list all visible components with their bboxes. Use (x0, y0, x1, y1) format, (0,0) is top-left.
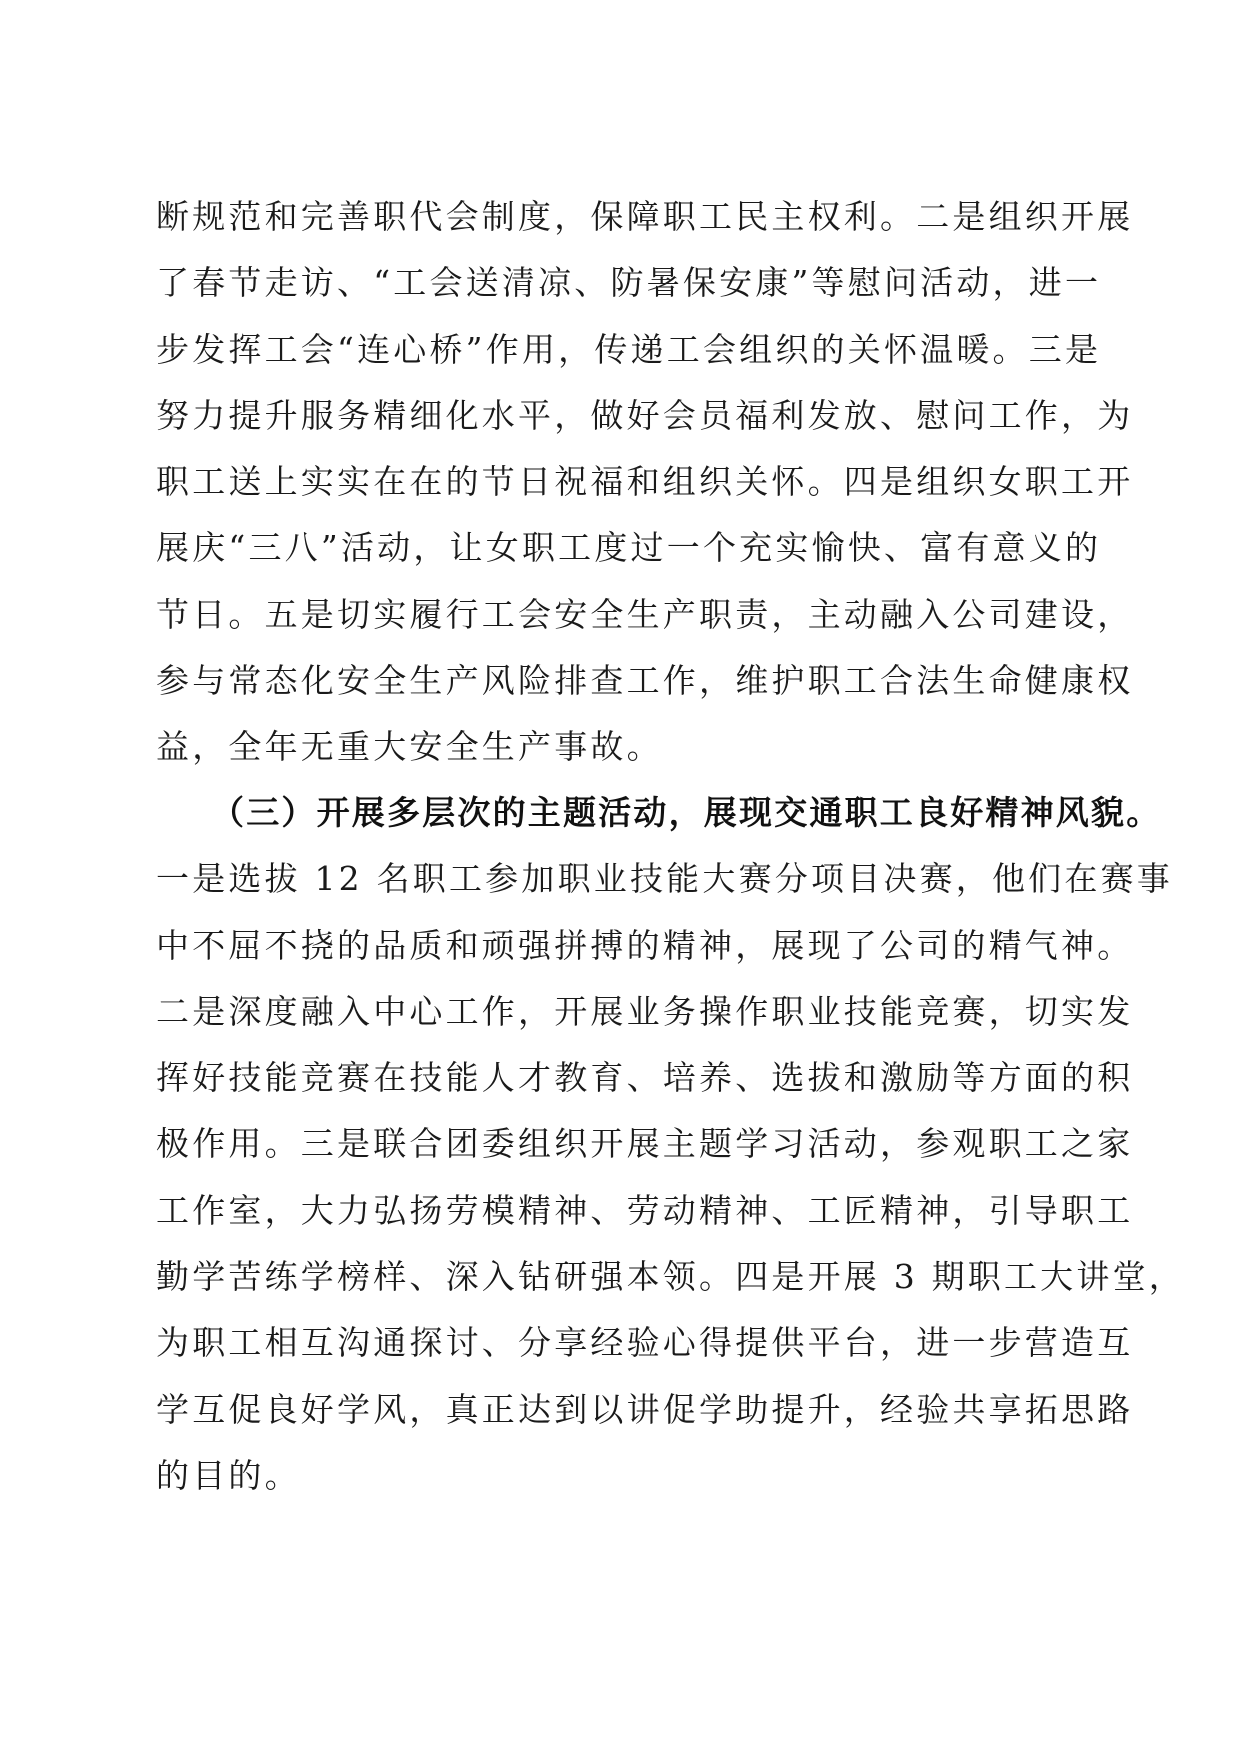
paragraph-theme-activities (156, 780, 1185, 1509)
paragraph-line: 极作用。三是联合团委组织开展主题学习活动，参观职工之家 (156, 1124, 1134, 1164)
paragraph-line: 益，全年无重大安全生产事故。 (156, 727, 663, 767)
paragraph-line: 挥好技能竞赛在技能人才教育、培养、选拔和激励等方面的积 (156, 1058, 1134, 1098)
paragraph-line: 了春节走访、“工会送清凉、防暑保安康”等慰问活动，进一 (156, 263, 1102, 303)
paragraph-line: 为职工相互沟通探讨、分享经验心得提供平台，进一步营造互 (156, 1323, 1134, 1363)
paragraph-line: 勤学苦练学榜样、深入钻研强本领。四是开展 3 期职工大讲堂， (156, 1257, 1185, 1297)
section-heading: （三）开展多层次的主题活动，展现交通职工良好精神风貌。 (211, 793, 1162, 832)
paragraph-line: 工作室，大力弘扬劳模精神、劳动精神、工匠精神，引导职工 (156, 1190, 1134, 1230)
paragraph-line: 参与常态化安全生产风险排查工作，维护职工合法生命健康权 (156, 661, 1134, 701)
paragraph-line: 的目的。 (156, 1455, 301, 1495)
paragraph-line: 断规范和完善职代会制度，保障职工民主权利。二是组织开展 (156, 197, 1134, 236)
paragraph-line: 步发挥工会“连心桥”作用，传递工会组织的关怀温暖。三是 (156, 329, 1102, 369)
paragraph-line: 二是深度融入中心工作，开展业务操作职业技能竞赛，切实发 (156, 991, 1134, 1031)
paragraph-line: 展庆“三八”活动，让女职工度过一个充实愉快、富有意义的 (156, 528, 1102, 568)
paragraph-union-services (156, 184, 1134, 781)
paragraph-line: 一是选拔 12 名职工参加职业技能大赛分项目决赛，他们在赛事 (156, 859, 1173, 899)
paragraph-line: 努力提升服务精细化水平，做好会员福利发放、慰问工作，为 (156, 395, 1134, 435)
paragraph-line: 职工送上实实在在的节日祝福和组织关怀。四是组织女职工开 (156, 462, 1134, 502)
paragraph-line: 中不屈不挠的品质和顽强拼搏的精神，展现了公司的精气神。 (156, 925, 1134, 965)
paragraph-line: 学互促良好学风，真正达到以讲促学助提升，经验共享拓思路 (156, 1389, 1134, 1429)
paragraph-line: 节日。五是切实履行工会安全生产职责，主动融入公司建设， (156, 594, 1134, 634)
